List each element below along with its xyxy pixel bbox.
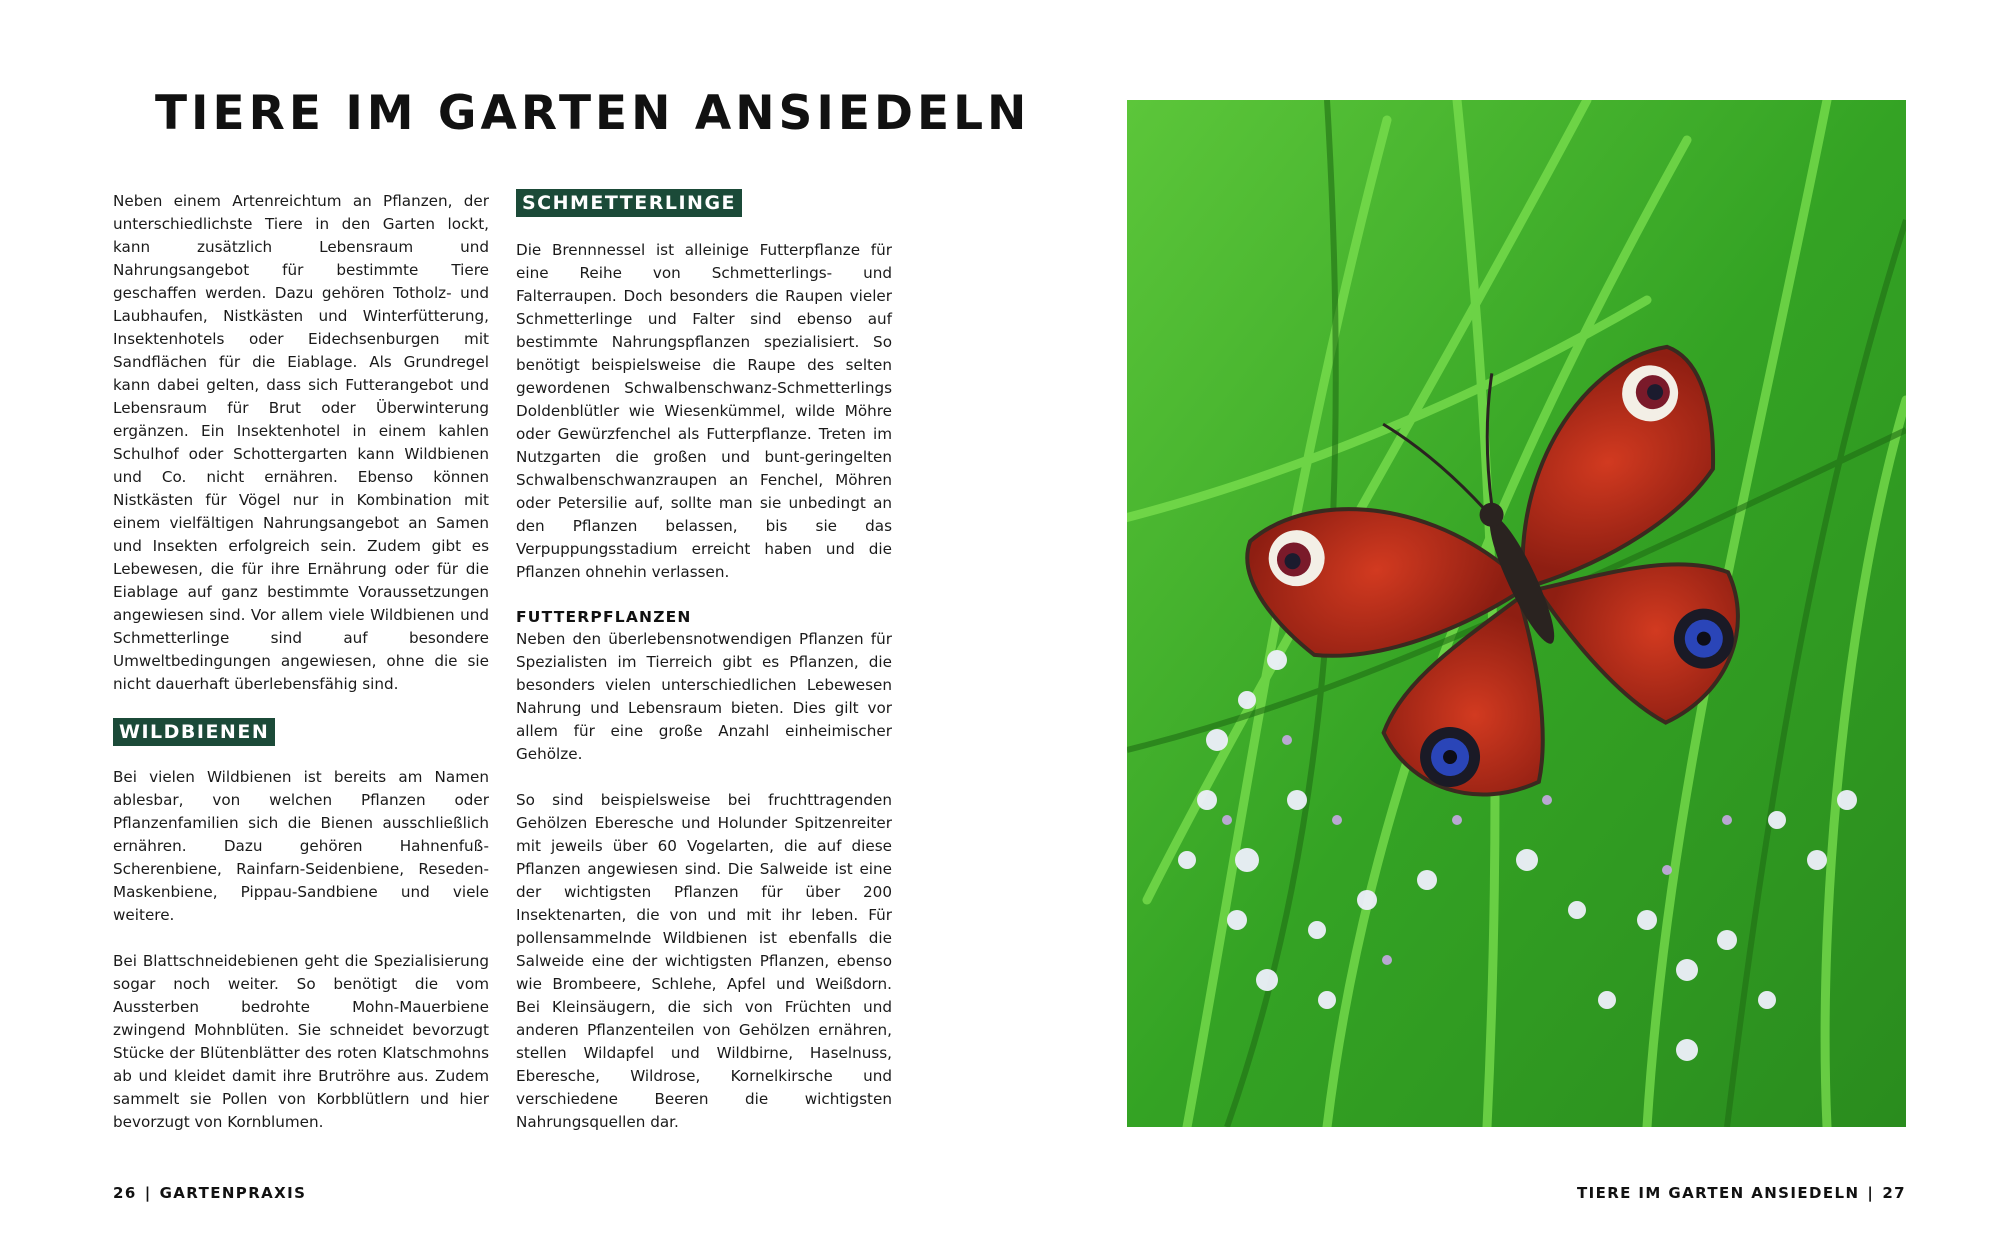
right-running-head: TIERE IM GARTEN ANSIEDELN	[1576, 1184, 1860, 1202]
wildbienen-paragraph-2: Bei Blattschneidebienen geht die Spezialisierung sogar noch weiter. So benötigt die vom Aussterben bedrohte Mohn-Mauerbiene zwingend Mohnblüten. Sie schneidet bevorzugt Stücke der Blütenblätter des roten Klatschmohns ab und kleidet damit ihre Brutröhre aus. Zudem sammelt sie Pollen von Korbblütlern und hier bevorzugt von Kornblumen.	[113, 952, 489, 1131]
wildbienen-badge: WILDBIENEN	[113, 718, 275, 746]
left-page-number: 26	[113, 1184, 137, 1202]
footer-left-separator: |	[144, 1184, 152, 1202]
futterpflanzen-paragraph-1: Neben den überlebensnotwendigen Pflanzen für Spezialisten im Tierreich gibt es Pflanzen, die besonders vielen unterschiedlichen Lebewesen Nahrung und Lebensraum bieten. Dies gilt vor allem für eine große Anzahl einheimischer Gehölze.	[516, 630, 892, 763]
right-page-number: 27	[1882, 1184, 1906, 1202]
middle-text-column	[516, 189, 892, 1134]
schmetterlinge-badge: SCHMETTERLINGE	[516, 189, 742, 217]
left-text-column	[113, 190, 489, 1134]
peacock-butterfly-icon	[1127, 100, 1906, 1127]
wildbienen-paragraph-1: Bei vielen Wildbienen ist bereits am Namen ablesbar, von welchen Pflanzen oder Pflanzenfamilien sich die Bienen ausschließlich ernähren. Dazu gehören Hahnenfuß-Scherenbiene, Rainfarn-Seidenbiene, Reseden-Maskenbiene, Pippau-Sandbiene und viele weitere.	[113, 768, 489, 924]
futterpflanzen-subhead: FUTTERPFLANZEN	[516, 608, 692, 626]
left-running-head: GARTENPRAXIS	[159, 1184, 307, 1202]
butterfly-photo	[1127, 100, 1906, 1127]
intro-paragraph: Neben einem Artenreichtum an Pflanzen, der unterschiedlichste Tiere in den Garten lockt, kann zusätzlich Lebensraum und Nahrungsangebot für bestimmte Tiere geschaffen werden. Dazu gehören Totholz- und Laubhaufen, Nistkästen und Winterfütterung, Insektenhotels oder Eidechsenburgen mit Sandflächen für die Eiablage. Als Grundregel kann dabei gelten, dass sich Futterangebot und Lebensraum für Brut oder Überwinterung ergänzen. Ein Insektenhotel in einem kahlen Schulhof oder Schottergarten kann Wildbienen und Co. nicht ernähren. Ebenso können Nistkästen für Vögel nur in Kombination mit einem vielfältigen Nahrungsangebot an Samen und Insekten erfolgreich sein. Zudem gibt es Lebewesen, die für ihre Ernährung oder für die Eiablage auf ganz bestimmte Voraussetzungen angewiesen sind. Vor allem viele Wildbienen und Schmetterlinge sind auf besondere Umweltbedingungen angewiesen, ohne die sie nicht dauerhaft überlebensfähig sind.	[113, 192, 489, 693]
footer-left	[113, 1184, 306, 1202]
futterpflanzen-paragraph-2: So sind beispielsweise bei fruchttragenden Gehölzen Eberesche und Holunder Spitzenreiter mit jeweils über 60 Vogelarten, die auf diese Pflanzen angewiesen sind. Die Salweide ist eine der wichtigsten Pflanzen für über 200 Insektenarten, die von und mit ihr leben. Für pollensammelnde Wildbienen ist ebenfalls die Salweide eine der wichtigsten Pflanzen, ebenso wie Brombeere, Schlehe, Apfel und Weißdorn. Bei Kleinsäugern, die sich von Früchten und anderen Pflanzenteilen von Gehölzen ernähren, stellen Wildapfel und Wildbirne, Haselnuss, Eberesche, Wildrose, Kornelkirsche und verschiedene Beeren die wichtigsten Nahrungsquellen dar.	[516, 791, 892, 1131]
page-title: TIERE IM GARTEN ANSIEDELN	[155, 86, 1031, 141]
footer-right-separator: |	[1867, 1184, 1875, 1202]
schmetterlinge-paragraph: Die Brennnessel ist alleinige Futterpflanze für eine Reihe von Schmetterlings- und Falterraupen. Doch besonders die Raupen vieler Schmetterlinge und Falter sind ebenso auf bestimmte Nahrungspflanzen spezialisiert. So benötigt beispielsweise die Raupe des selten gewordenen Schwalbenschwanz-Schmetterlings Doldenblütler wie Wiesenkümmel, wilde Möhre oder Gewürzfenchel als Futterpflanze. Treten im Nutzgarten die großen und bunt-geringelten Schwalbenschwanzraupen an Fenchel, Möhren oder Petersilie auf, sollte man sie unbedingt an den Pflanzen belassen, bis sie das Verpuppungsstadium erreicht haben und die Pflanzen ohnehin verlassen.	[516, 241, 892, 581]
footer-right	[1577, 1184, 1906, 1202]
